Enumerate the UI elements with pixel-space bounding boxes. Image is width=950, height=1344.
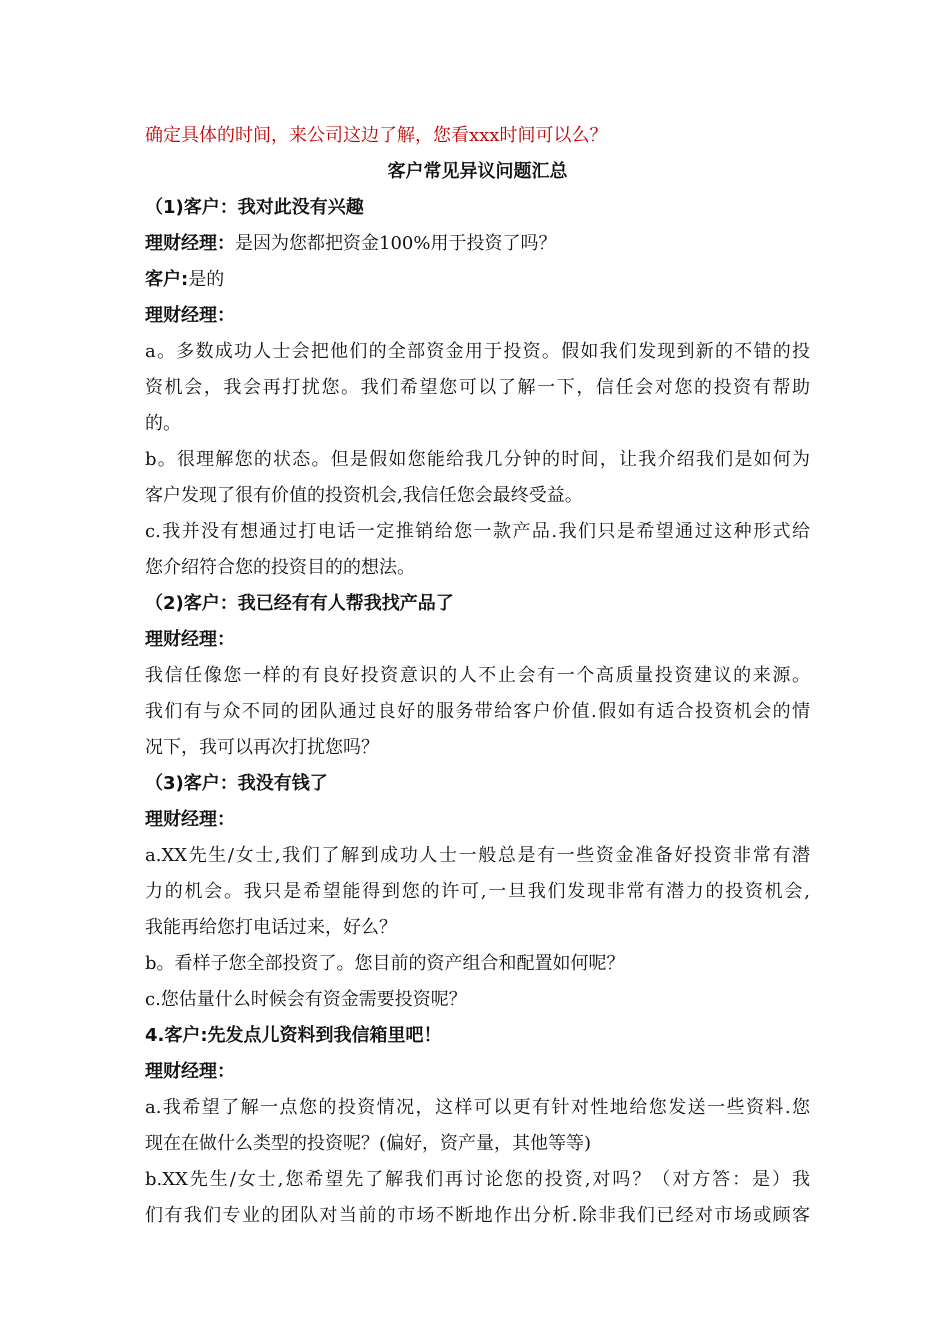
text-line: 客户发现了很有价值的投资机会,我信任您会最终受益。 [145, 485, 583, 506]
q4-heading: 4.客户:先发点儿资料到我信箱里吧！ [145, 1025, 442, 1046]
text-line: a。多数成功人士会把他们的全部资金用于投资。假如我们发现到新的不错的投 [145, 341, 810, 362]
text-line: 的。 [145, 413, 181, 434]
q4-manager-label: 理财经理： [145, 1061, 235, 1082]
q3-answer-c: c.您估量什么时候会有资金需要投资呢？ [145, 989, 467, 1010]
q3-manager-label: 理财经理： [145, 809, 235, 830]
q3-answer-a [145, 838, 810, 946]
q2-answer [145, 658, 810, 766]
text-line: 现在在做什么类型的投资呢？(偏好，资产量，其他等等) [145, 1133, 592, 1154]
q3-answer-b: b。看样子您全部投资了。您目前的资产组合和配置如何呢？ [145, 953, 625, 974]
q4-answer-b [145, 1162, 810, 1234]
q1-answer-b [145, 442, 810, 514]
text-line: 我能再给您打电话过来，好么？ [145, 917, 397, 938]
q1-customer-answer: 是的 [188, 269, 225, 290]
manager-label: 理财经理： [145, 233, 235, 254]
q1-answer-a [145, 334, 810, 442]
q1-answer-c [145, 514, 810, 586]
text-line: 我信任像您一样的有良好投资意识的人不止会有一个高质量投资建议的来源。 [145, 665, 810, 686]
text-line: b。很理解您的状态。但是假如您能给我几分钟的时间，让我介绍我们是如何为 [145, 449, 810, 470]
q4-answer-a [145, 1090, 810, 1162]
q1-customer-line [145, 262, 810, 298]
q1-manager-line [145, 226, 810, 262]
text-line: a.我希望了解一点您的投资情况，这样可以更有针对性地给您发送一些资料.您 [145, 1097, 810, 1118]
text-line: 力的机会。我只是希望能得到您的许可,一旦我们发现非常有潜力的投资机会, [145, 881, 810, 902]
section-title: 客户常见异议问题汇总 [387, 161, 568, 182]
text-line: b.XX先生/女士,您希望先了解我们再讨论您的投资,对吗？（对方答：是）我 [145, 1169, 810, 1190]
q1-manager-label: 理财经理： [145, 305, 235, 326]
q1-manager-question: 是因为您都把资金100%用于投资了吗？ [235, 233, 557, 254]
q2-heading: （2)客户：我已经有有人帮我找产品了 [145, 593, 454, 614]
text-line: 您介绍符合您的投资目的的想法。 [145, 557, 415, 578]
customer-label: 客户: [145, 269, 189, 290]
intro-line: 确定具体的时间，来公司这边了解，您看xxx时间可以么？ [145, 125, 608, 146]
text-line: a.XX先生/女士,我们了解到成功人士一般总是有一些资金准备好投资非常有潜 [145, 845, 810, 866]
text-line: 资机会，我会再打扰您。我们希望您可以了解一下，信任会对您的投资有帮助 [145, 377, 810, 398]
q2-manager-label: 理财经理： [145, 629, 235, 650]
text-line: 我们有与众不同的团队通过良好的服务带给客户价值.假如有适合投资机会的情 [145, 701, 810, 722]
q1-heading: （1)客户：我对此没有兴趣 [145, 197, 364, 218]
text-line: 们有我们专业的团队对当前的市场不断地作出分析.除非我们已经对市场或顾客 [145, 1205, 810, 1226]
q3-heading: （3)客户：我没有钱了 [145, 773, 328, 794]
text-line: c.我并没有想通过打电话一定推销给您一款产品.我们只是希望通过这种形式给 [145, 521, 810, 542]
text-line: 况下，我可以再次打扰您吗？ [145, 737, 379, 758]
